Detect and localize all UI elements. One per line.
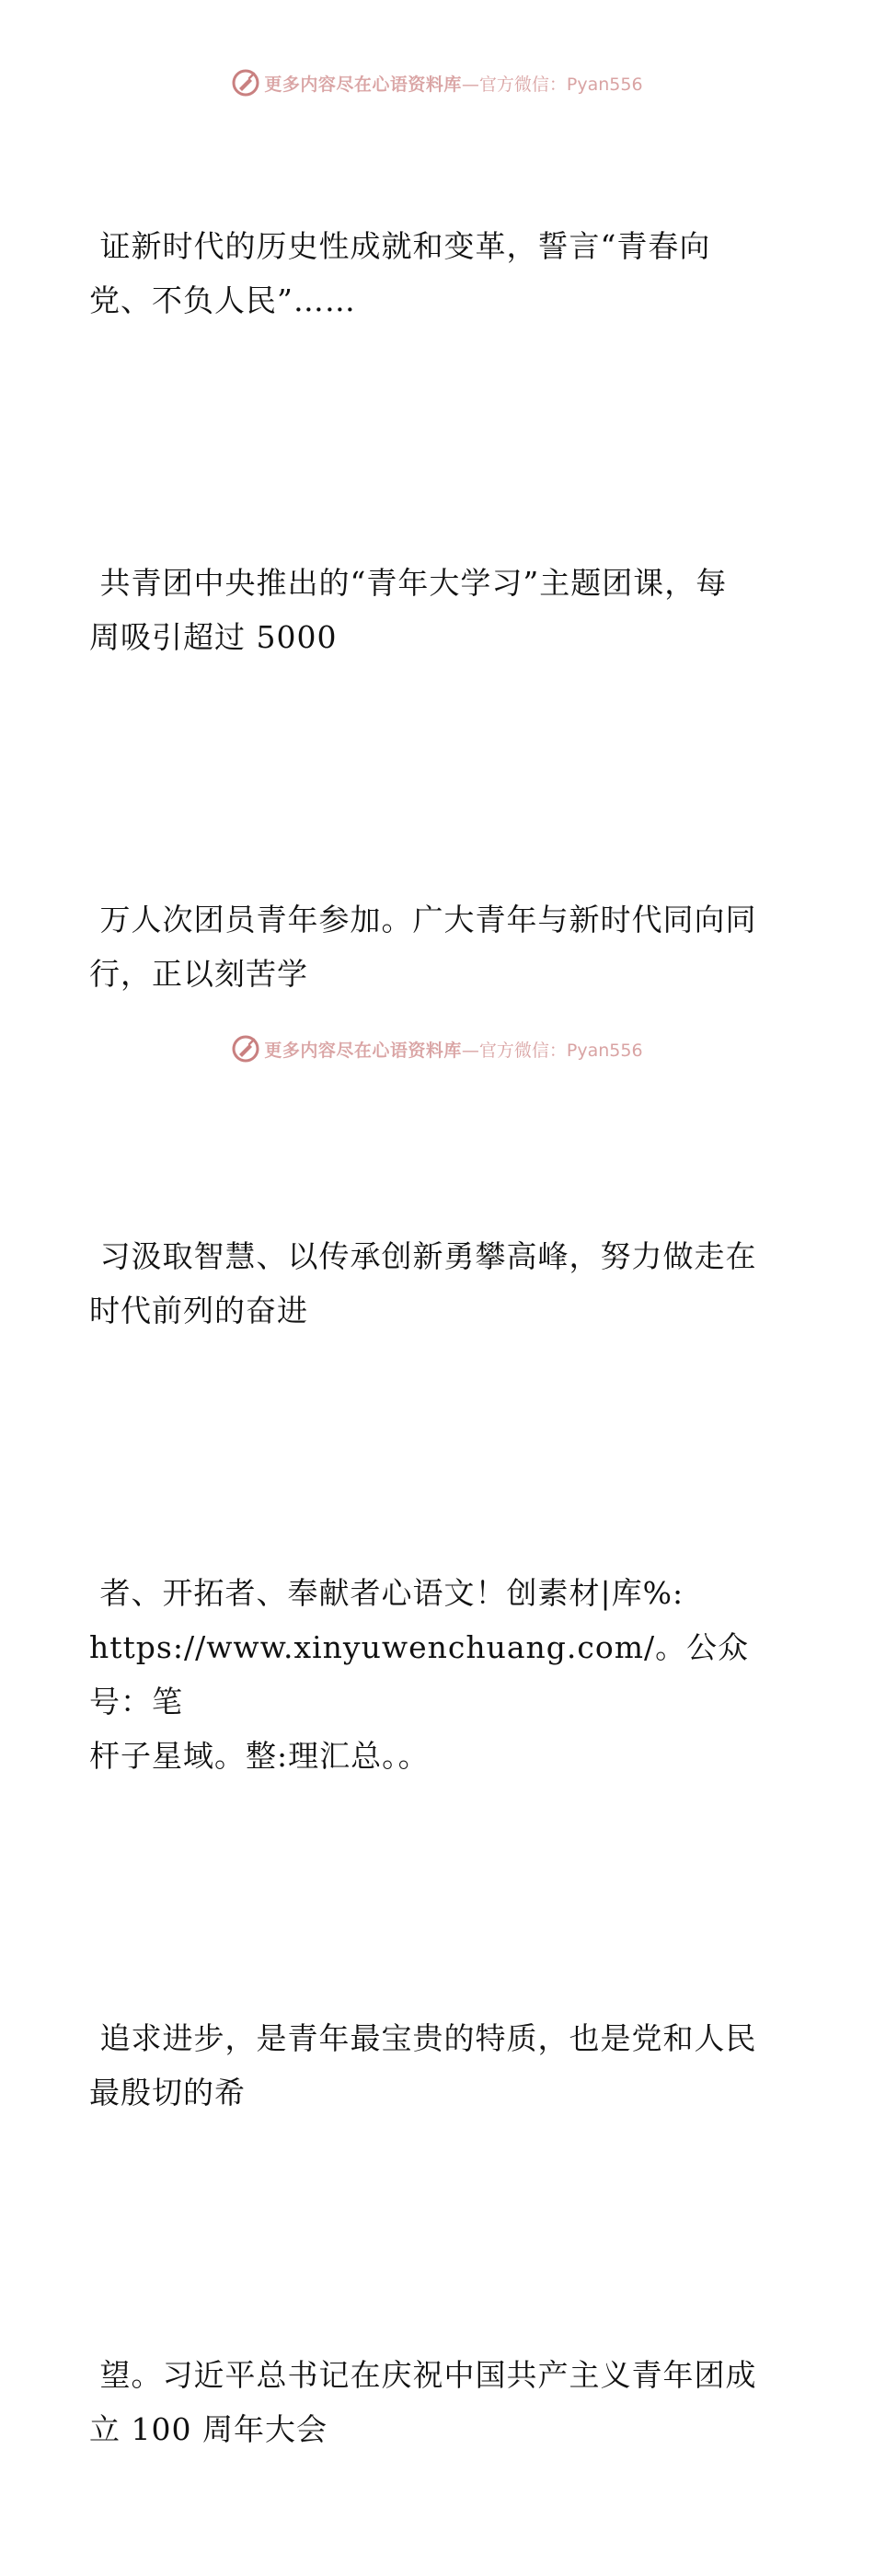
text-line: 周吸引超过 5000 [89,619,338,655]
text-line: 望。习近平总书记在庆祝中国共产主义青年团成 [89,2357,757,2393]
text-line: 者、开拓者、奉献者心语文！创素材|库%: [89,1575,684,1611]
paragraph-4 [89,1121,770,1446]
paragraph-1 [89,110,770,436]
footer-wechat: —官方微信：Pyan556 [461,1040,643,1061]
header-watermark [0,64,874,101]
text-line: 时代前列的奋进 [89,1293,308,1328]
header-slogan: 更多内容尽在心语资料库 [264,74,462,95]
paragraph-6 [89,1903,770,2228]
paragraph-7 [89,2239,770,2565]
text-line: 立 100 周年大会 [89,2411,328,2447]
text-line: 证新时代的历史性成就和变革，誓言“青春向 [89,228,711,264]
footer-watermark [0,1030,874,1067]
paragraph-2 [89,447,770,773]
text-line: https://www.xinyuwenchuang.com/。公众号：笔 [89,1629,750,1719]
text-line: 共青团中央推出的“青年大学习”主题团课，每 [89,565,728,601]
text-line: 最殷切的希 [89,2075,246,2110]
text-line: 习汲取智慧、以传承创新勇攀高峰，努力做走在 [89,1238,757,1274]
document-body [89,110,770,2576]
text-line: 追求进步，是青年最宝贵的特质，也是党和人民 [89,2020,757,2056]
text-line: 党、不负人民”…… [89,282,356,318]
footer-slogan: 更多内容尽在心语资料库 [264,1040,462,1061]
header-wechat: —官方微信：Pyan556 [461,74,643,95]
paragraph-5 [89,1457,770,1892]
pen-logo-icon [231,68,260,98]
pen-logo-icon [231,1034,260,1064]
text-line: 万人次团员青年参加。广大青年与新时代同向同 [89,902,757,937]
text-line: 行，正以刻苦学 [89,956,308,992]
text-line: 杆子星域。整:理汇总。。 [89,1738,430,1774]
